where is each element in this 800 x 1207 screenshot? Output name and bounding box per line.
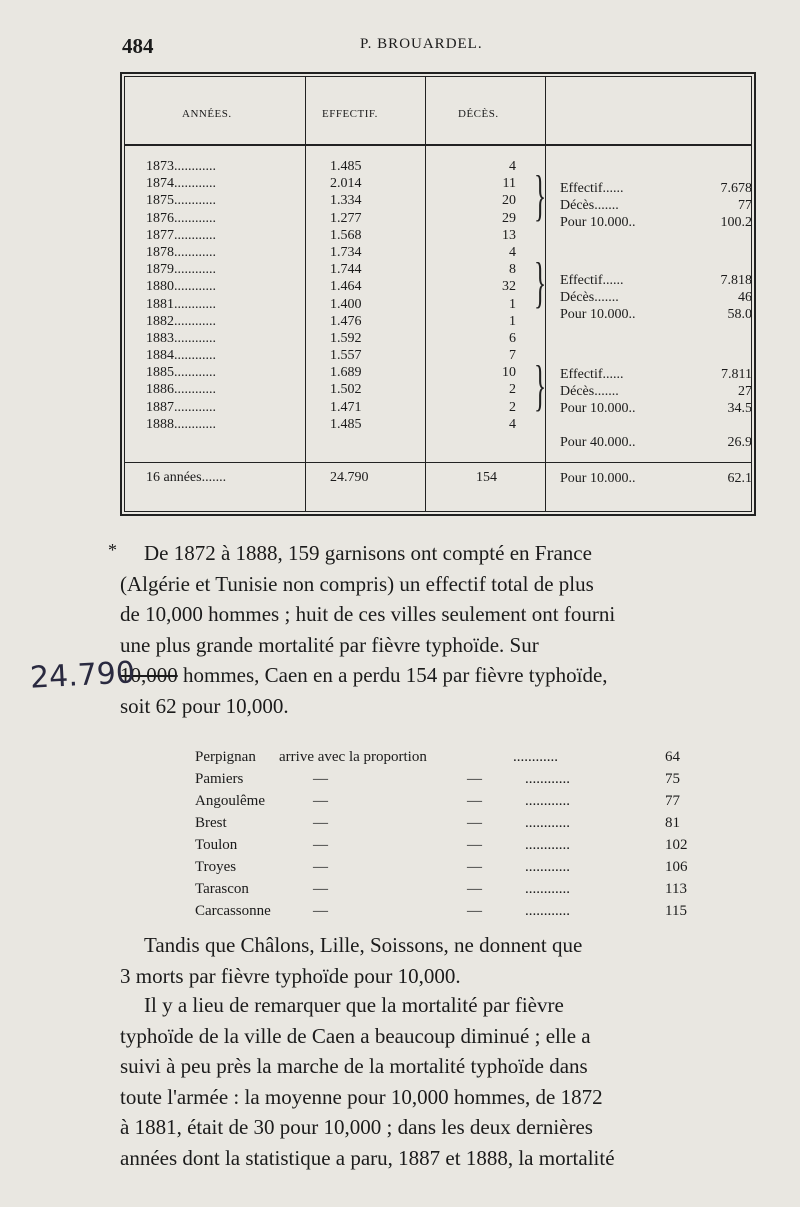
city-dash: — [467,837,482,853]
text-line: (Algérie et Tunisie non compris) un effectif total de plus [120,571,594,596]
deces-cell: 1 [509,313,516,329]
city-dots: ............ [525,903,570,919]
effectif-cell: 1.400 [330,296,362,312]
city-dash: — [467,771,482,787]
list-item [195,834,695,856]
city-dots: ............ [513,749,558,765]
deces-cell: 20 [502,193,516,209]
single-year-summary [560,434,752,451]
city-dash: — [467,903,482,919]
year-cell: 1887............ [146,399,216,415]
deces-cell: 4 [509,159,516,174]
year-cell: 1875............ [146,193,216,209]
deces-cell: 32 [502,279,516,295]
deces-cell: 2 [509,382,516,398]
text-line: Il y a lieu de remarquer que la mortalité par fièvre [144,993,564,1017]
deces-cell: 4 [509,416,516,432]
deces-cell: 6 [509,330,516,346]
city-name: Troyes [195,859,237,875]
effectif-cell: 1.734 [330,244,362,260]
city-name: Angoulême [195,793,265,809]
deces-cell: 2 [509,399,516,415]
effectif-label: Effectif...... [560,367,624,382]
pour-value: 26.9 [727,435,752,450]
effectif-value: 7.678 [720,181,752,196]
pour-label: Pour 10.000.. [560,401,636,416]
deces-value: 27 [738,384,752,399]
deces-cell: 29 [502,210,516,226]
city-name: Tarascon [195,881,249,897]
brace: } [534,165,547,227]
city-value: 77 [665,793,680,809]
deces-cell: 10 [502,365,516,381]
deces-label: Décès....... [560,198,619,213]
year-cell: 1878............ [146,244,216,260]
brace: } [534,355,547,417]
text-line: de 10,000 hommes ; huit de ces villes seulement ont fourni [120,602,616,626]
text-line: typhoïde de la ville de Caen a beaucoup diminué ; elle a [120,1023,591,1048]
city-dots: ............ [525,771,570,787]
annotation-mark: * [108,540,117,560]
year-cell: 1884............ [146,348,216,364]
text-line: années dont la statistique a paru, 1887 et 1888, la mortalité [120,1145,615,1170]
pour-value: 34.5 [727,401,752,416]
effectif-cell: 1.464 [330,279,362,295]
effectif-value: 7.818 [720,273,752,288]
list-item [195,878,695,900]
year-cell: 1873............ [146,159,216,174]
effectif-value: 7.811 [721,367,752,382]
year-cell: 1886............ [146,382,216,398]
city-name: Perpignan [195,749,256,765]
city-value: 106 [665,859,688,875]
totals-effectif: 24.790 [330,470,369,485]
city-mid: arrive avec la proportion [279,749,427,765]
text-line: suivi à peu près la marche de la mortalité typhoïde dans [120,1054,588,1078]
paragraph [120,990,760,1173]
city-dots: ............ [525,859,570,875]
totals-pour [560,470,752,487]
city-value: 115 [665,903,687,919]
city-dash: — [467,815,482,831]
pour-value: 58.0 [727,307,752,322]
year-cell: 1874............ [146,176,216,192]
city-mid: — [313,859,328,875]
year-cell: 1888............ [146,416,216,432]
years-column [146,158,216,433]
list-item [195,768,695,790]
group-summary [560,180,752,231]
effectif-label: Effectif...... [560,181,624,196]
deces-value: 77 [738,198,752,213]
city-name: Brest [195,815,227,831]
effectif-label: Effectif...... [560,273,624,288]
year-cell: 1877............ [146,227,216,243]
deces-cell: 4 [509,244,516,260]
paragraph [120,538,760,721]
effectif-cell: 2.014 [330,176,362,192]
city-list [195,746,695,922]
group-summary [560,272,752,323]
deces-label: Décès....... [560,290,619,305]
effectif-cell: 1.568 [330,227,362,243]
year-cell: 1880............ [146,279,216,295]
effectif-cell: 1.592 [330,330,362,346]
pour-label: Pour 10.000.. [560,215,636,230]
struck-number: 10,000 [120,663,178,687]
pour-label: Pour 40.000.. [560,435,636,450]
table-divider [425,76,426,512]
pour-value: 62.1 [727,471,752,486]
city-name: Carcassonne [195,903,271,919]
text-line: soit 62 pour 10,000. [120,693,289,718]
group-summary [560,366,752,417]
year-cell: 1876............ [146,210,216,226]
city-dash: — [467,793,482,809]
city-name: Pamiers [195,771,244,787]
text-line: De 1872 à 1888, 159 garnisons ont compté en France [144,541,592,565]
brace: } [534,252,547,314]
city-dots: ............ [525,793,570,809]
running-head: P. BROUARDEL. [360,36,483,52]
deces-cell: 8 [509,262,516,278]
city-mid: — [313,903,328,919]
year-cell: 1883............ [146,330,216,346]
effectif-cell: 1.334 [330,193,362,209]
table-header-rule [124,144,752,146]
deces-cell: 13 [502,227,516,243]
list-item [195,856,695,878]
table-divider [305,76,306,512]
deces-cell: 1 [509,296,516,312]
list-item [195,900,695,922]
text-line [120,660,760,691]
paragraph [120,930,760,991]
city-dots: ............ [525,881,570,897]
city-dots: ............ [525,815,570,831]
city-value: 102 [665,837,688,853]
city-mid: — [313,837,328,853]
city-value: 81 [665,815,680,831]
effectif-cell: 1.689 [330,365,362,381]
city-value: 113 [665,881,687,897]
city-name: Toulon [195,837,238,853]
text-fragment: hommes, Caen en a perdu 154 par fièvre typhoïde, [177,663,608,687]
deces-value: 46 [738,290,752,305]
city-mid: — [313,881,328,897]
deces-label: Décès....... [560,384,619,399]
year-cell: 1879............ [146,262,216,278]
year-cell: 1881............ [146,296,216,312]
city-dash: — [467,859,482,875]
totals-deces: 154 [476,470,497,485]
pour-label: Pour 10.000.. [560,471,636,486]
city-value: 64 [665,749,680,765]
table-total-rule [124,462,752,463]
header-effectif: EFFECTIF. [322,108,378,120]
effectif-column [330,158,362,433]
city-value: 75 [665,771,680,787]
totals-label: 16 années....... [146,470,227,485]
effectif-cell: 1.744 [330,262,362,278]
city-mid: — [313,793,328,809]
year-cell: 1882............ [146,313,216,329]
city-dash: — [467,881,482,897]
header-years: ANNÉES. [182,108,232,120]
effectif-cell: 1.485 [330,159,362,174]
deces-cell: 7 [509,348,516,364]
effectif-cell: 1.277 [330,210,362,226]
pour-label: Pour 10.000.. [560,307,636,322]
effectif-cell: 1.502 [330,382,362,398]
effectif-cell: 1.485 [330,416,362,432]
list-item [195,812,695,834]
city-mid: — [313,771,328,787]
effectif-cell: 1.476 [330,313,362,329]
list-item [195,746,695,768]
year-cell: 1885............ [146,365,216,381]
text-line: toute l'armée : la moyenne pour 10,000 hommes, de 1872 [120,1084,603,1109]
city-dots: ............ [525,837,570,853]
header-deces: DÉCÈS. [458,108,499,120]
city-mid: — [313,815,328,831]
list-item [195,790,695,812]
effectif-cell: 1.471 [330,399,362,415]
text-line: une plus grande mortalité par fièvre typhoïde. Sur [120,632,539,657]
pour-value: 100.2 [720,215,752,230]
page-number: 484 [122,34,154,58]
deces-column [470,158,516,433]
handwritten-note: 24.790 [29,655,136,696]
text-line: à 1881, était de 30 pour 10,000 ; dans les deux dernières [120,1115,593,1139]
text-line: Tandis que Châlons, Lille, Soissons, ne donnent que [144,933,583,957]
text-line: 3 morts par fièvre typhoïde pour 10,000. [120,963,461,988]
effectif-cell: 1.557 [330,348,362,364]
deces-cell: 11 [502,176,516,192]
